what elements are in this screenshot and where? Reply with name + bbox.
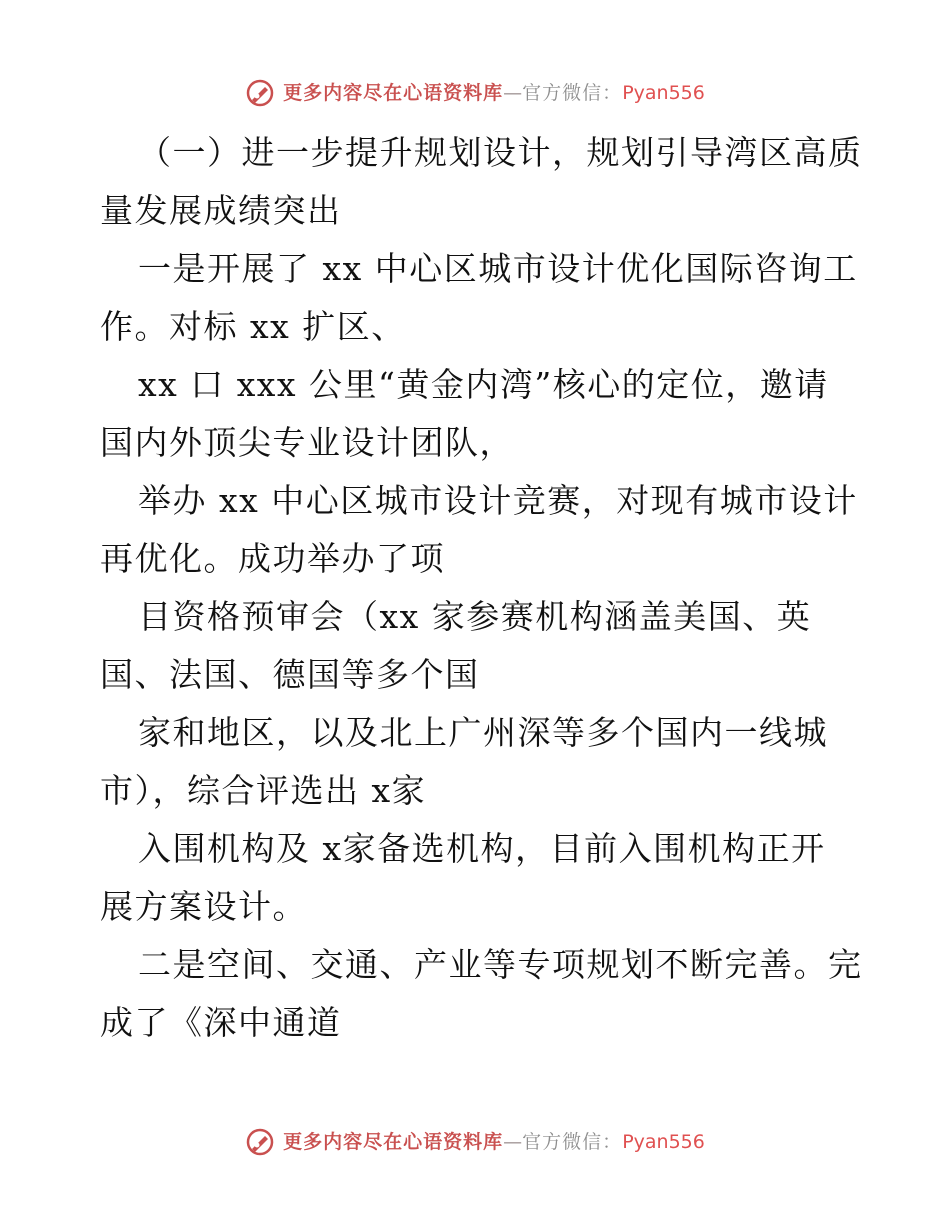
footer-watermark <box>0 1127 950 1157</box>
body-line: 入围机构及 x家备选机构，目前入围机构正开 <box>138 829 826 868</box>
document-body <box>100 124 863 1052</box>
watermark-separator: — <box>503 82 523 104</box>
watermark-separator: — <box>503 1131 523 1153</box>
watermark-official: 官方微信： <box>522 82 623 104</box>
body-line: 市），综合评选出 x家 <box>100 771 427 810</box>
body-line: （一）进一步提升规划设计，规划引导湾区高质 <box>138 133 863 172</box>
watermark-brand: 更多内容尽在心语资料库 <box>283 1131 504 1153</box>
body-line: 展方案设计。 <box>100 887 307 926</box>
body-line: 目资格预审会（xx 家参赛机构涵盖美国、英 <box>138 597 812 636</box>
watermark-official: 官方微信： <box>522 1131 623 1153</box>
body-line: 成了《深中通道 <box>100 1003 342 1042</box>
body-line: 再优化。成功举办了项 <box>100 539 445 578</box>
body-line: 国、法国、德国等多个国 <box>100 655 480 694</box>
watermark-brand: 更多内容尽在心语资料库 <box>283 82 504 104</box>
body-line: 一是开展了 xx 中心区城市设计优化国际咨询工 <box>138 249 858 288</box>
body-line: 国内外顶尖专业设计团队， <box>100 423 514 462</box>
body-line: 家和地区，以及北上广州深等多个国内一线城 <box>138 713 828 752</box>
body-line: 作。对标 xx 扩区、 <box>100 307 406 346</box>
quill-logo-icon <box>245 1127 275 1157</box>
watermark-id: Pyan556 <box>622 1131 705 1153</box>
body-line: 举办 xx 中心区城市设计竞赛，对现有城市设计 <box>138 481 858 520</box>
body-line: 二是空间、交通、产业等专项规划不断完善。完 <box>138 945 863 984</box>
quill-logo-icon <box>245 78 275 108</box>
body-line: 量发展成绩突出 <box>100 191 342 230</box>
watermark-id: Pyan556 <box>622 82 705 104</box>
body-line: xx 口 xxx 公里“黄金内湾”核心的定位，邀请 <box>138 365 829 404</box>
header-watermark <box>0 78 950 108</box>
